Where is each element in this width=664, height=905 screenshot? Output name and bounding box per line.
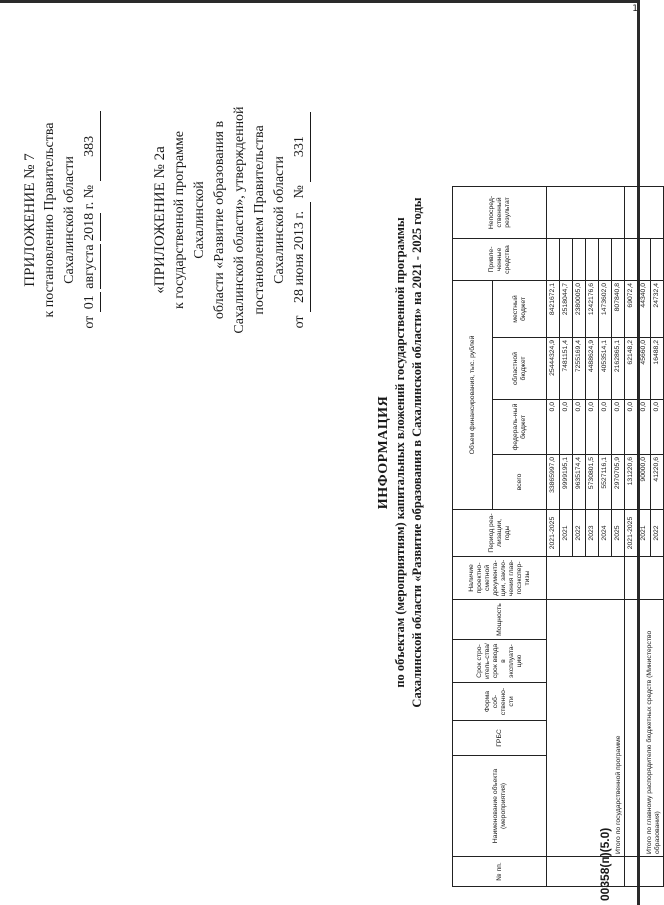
local-cell: 44340,0: [638, 281, 651, 338]
header-financing: Объем финансирования, тыс. рублей: [453, 281, 493, 510]
number-sign: №: [292, 185, 307, 199]
approval-line: Сахалинской области: [272, 156, 287, 284]
approval-title: ПРИЛОЖЕНИЕ № 7: [22, 153, 38, 287]
header-result: Непосред-ственный результат: [453, 187, 547, 239]
date-month: августа: [80, 244, 101, 288]
header-federal: федераль-ный бюджет: [493, 400, 547, 455]
document-heading: [376, 40, 426, 865]
total-cell: 2970705,9: [612, 455, 625, 510]
header-num: № пп.: [453, 857, 547, 887]
document-subtitle-line: по объектам (мероприятиям) капитальных вложений государственной программы: [393, 217, 407, 688]
attracted-cell: [625, 239, 638, 281]
federal-cell: 0,0: [625, 400, 638, 455]
total-cell: 5730801,5: [586, 455, 599, 510]
total-cell: 5527116,1: [599, 455, 612, 510]
period-cell: 2021: [560, 510, 573, 557]
period-cell: 2022: [573, 510, 586, 557]
header-capacity: Мощность: [453, 600, 547, 640]
local-cell: 1473602,0: [599, 281, 612, 338]
federal-cell: 0,0: [573, 400, 586, 455]
approval-title: «ПРИЛОЖЕНИЕ № 2а: [152, 146, 168, 294]
year-suffix: г.: [82, 201, 97, 210]
total-cell: 9635174,4: [573, 455, 586, 510]
attracted-cell: [547, 239, 560, 281]
approval-block-program: [150, 95, 311, 345]
result-cell: [625, 187, 664, 239]
federal-cell: 0,0: [612, 400, 625, 455]
regional-cell: 25444324,9: [547, 338, 560, 400]
program-number: 331: [290, 112, 311, 182]
regional-cell: 16488,2: [651, 338, 664, 400]
regional-cell: 7481151,4: [560, 338, 573, 400]
total-cell: 9999195,1: [560, 455, 573, 510]
period-cell: 2021-2025: [547, 510, 560, 557]
header-ownership: Форма соб-ственно-сти: [453, 683, 547, 721]
resolution-number: 383: [80, 111, 101, 181]
date-year: 2018: [80, 213, 101, 241]
attracted-cell: [638, 239, 651, 281]
approval-block-resolution: [20, 95, 101, 345]
approval-line: Сахалинской области», утвержденной: [232, 106, 247, 334]
header-attracted: Привле-ченные средства: [453, 239, 547, 281]
federal-cell: 0,0: [547, 400, 560, 455]
document-title: ИНФОРМАЦИЯ: [376, 395, 391, 510]
attracted-cell: [586, 239, 599, 281]
header-period: Период реа-лизации, годы: [453, 510, 547, 557]
total-cell: 41220,6: [651, 455, 664, 510]
row-label-cell: [547, 857, 625, 887]
total-cell: 33865997,0: [547, 455, 560, 510]
document-code: 00358(п)(5.0): [598, 827, 612, 901]
approval-line: Сахалинской области: [62, 156, 77, 284]
design-docs-cell: [625, 557, 664, 600]
regional-cell: 7255169,4: [573, 338, 586, 400]
result-cell: [547, 187, 625, 239]
capital-investments-table: [452, 186, 664, 887]
header-design-docs: Наличие проектно-сметной документа-ции, заклю-чения глав-госэкспер-тизы: [453, 557, 547, 600]
approval-line: к постановлению Правительства: [42, 122, 57, 318]
regional-cell: 4488624,9: [586, 338, 599, 400]
period-cell: 2021-2025: [625, 510, 638, 557]
date-day: 01: [80, 292, 101, 312]
number-sign: №: [82, 184, 97, 199]
local-cell: 69072,4: [625, 281, 638, 338]
approval-date: 28 июня 2013 г.: [290, 202, 311, 312]
local-cell: 8421672,1: [547, 281, 560, 338]
attracted-cell: [599, 239, 612, 281]
header-local: местный бюджет: [493, 281, 547, 338]
header-name: Наименование объекта (мероприятия): [453, 756, 547, 857]
federal-cell: 0,0: [560, 400, 573, 455]
local-cell: 2518044,7: [560, 281, 573, 338]
regional-cell: 62148,2: [625, 338, 638, 400]
header-construction-term: Срок стро-итель-ства/срок ввода в эксплуата-цию: [453, 640, 547, 683]
period-cell: 2025: [612, 510, 625, 557]
group-label-grbs-total: Итого по главному распорядителю бюджетных средств (Министерство образования): [625, 600, 664, 857]
approval-line: к государственной программе Сахалинской: [172, 131, 207, 309]
header-total: всего: [493, 455, 547, 510]
table-row: [625, 187, 638, 887]
approval-line: области «Развитие образования в: [212, 120, 227, 320]
federal-cell: 0,0: [586, 400, 599, 455]
period-cell: 2022: [651, 510, 664, 557]
attracted-cell: [612, 239, 625, 281]
attracted-cell: [573, 239, 586, 281]
attracted-cell: [651, 239, 664, 281]
local-cell: 807840,8: [612, 281, 625, 338]
period-cell: 2024: [599, 510, 612, 557]
approval-date-line: [290, 95, 311, 345]
header-regional: областной бюджет: [493, 338, 547, 400]
approval-date-line: [80, 95, 101, 345]
local-cell: 1242176,6: [586, 281, 599, 338]
row-label-cell: [625, 857, 664, 887]
period-cell: 2023: [586, 510, 599, 557]
federal-cell: 0,0: [599, 400, 612, 455]
total-cell: 131220,6: [625, 455, 638, 510]
design-docs-cell: [547, 557, 625, 600]
local-cell: 24732,4: [651, 281, 664, 338]
approval-line: постановлением Правительства: [252, 125, 267, 315]
total-cell: 90000,0: [638, 455, 651, 510]
local-cell: 2380005,0: [573, 281, 586, 338]
from-word: от: [82, 315, 97, 329]
group-label-program-total: Итого по государственной программе: [547, 600, 625, 857]
regional-cell: 4053514,1: [599, 338, 612, 400]
regional-cell: 45660,0: [638, 338, 651, 400]
page-mark: 1: [632, 4, 638, 14]
period-cell: 2021: [638, 510, 651, 557]
regional-cell: 2162865,1: [612, 338, 625, 400]
table-row: [547, 187, 560, 887]
attracted-cell: [560, 239, 573, 281]
document-subtitle-line: Сахалинской области «Развитие образования в Сахалинской области» на 2021 - 2025 годы: [410, 197, 424, 708]
federal-cell: 0,0: [651, 400, 664, 455]
from-word: от: [292, 315, 307, 329]
federal-cell: 0,0: [638, 400, 651, 455]
header-grbs: ГРБС: [453, 721, 547, 756]
